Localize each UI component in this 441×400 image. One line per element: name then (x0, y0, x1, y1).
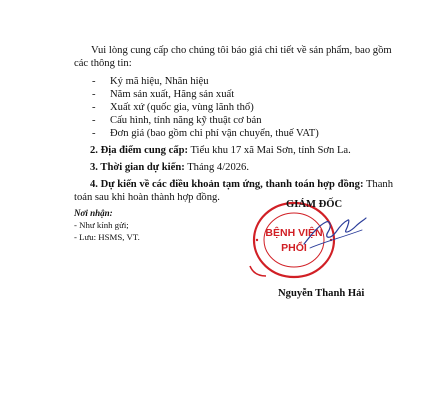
recipients-title: Nơi nhận: (74, 208, 113, 218)
list-item (92, 88, 234, 101)
list-item-text: Xuất xứ (quốc gia, vùng lãnh thổ) (110, 102, 254, 113)
list-item-text: Cấu hình, tính năng kỹ thuật cơ bản (110, 115, 262, 126)
section-value: Thanh (363, 179, 394, 190)
section-label: 2. Địa điểm cung cấp: (90, 145, 188, 156)
list-item-text: Năm sản xuất, Hãng sản xuất (110, 89, 235, 100)
bullet-marker: - (92, 89, 96, 100)
list-item (92, 75, 209, 88)
bullet-marker: - (92, 115, 96, 126)
recipient-item: - Như kính gửi; (74, 220, 129, 230)
bullet-marker: - (92, 76, 96, 87)
delivery-location (90, 144, 351, 157)
handwritten-signature (300, 208, 370, 258)
list-item (92, 101, 254, 114)
payment-terms (90, 178, 393, 191)
payment-terms-continuation: toán sau khi hoàn thành hợp đồng. (74, 192, 220, 203)
expected-time (90, 161, 249, 174)
bullet-marker: - (92, 128, 96, 139)
section-value: Tháng 4/2026. (184, 162, 249, 173)
section-value: Tiểu khu 17 xã Mai Sơn, tỉnh Sơn La. (188, 145, 351, 156)
list-item-text: Đơn giá (bao gồm chi phí vận chuyển, thuế VAT) (110, 128, 319, 139)
section-label: 4. Dự kiến về các điều khoản tạm ứng, thanh toán hợp đồng: (90, 179, 364, 190)
bullet-marker: - (92, 102, 96, 113)
list-item (92, 127, 319, 140)
recipient-item: - Lưu: HSMS, VT. (74, 232, 140, 242)
intro-line-2: các thông tin: (74, 58, 132, 69)
signer-role: GIÁM ĐỐC (286, 199, 343, 210)
seal-text-bottom: PHỔI (281, 242, 307, 254)
signer-name: Nguyễn Thanh Hải (278, 288, 365, 299)
intro-line-1: Vui lòng cung cấp cho chúng tôi báo giá chi tiết về sản phẩm, bao gồm (91, 45, 392, 56)
list-item (92, 114, 262, 127)
list-item-text: Ký mã hiệu, Nhãn hiệu (110, 76, 209, 87)
seal-text-top: BỆNH VIỆN (265, 227, 323, 239)
section-label: 3. Thời gian dự kiến: (90, 162, 185, 173)
